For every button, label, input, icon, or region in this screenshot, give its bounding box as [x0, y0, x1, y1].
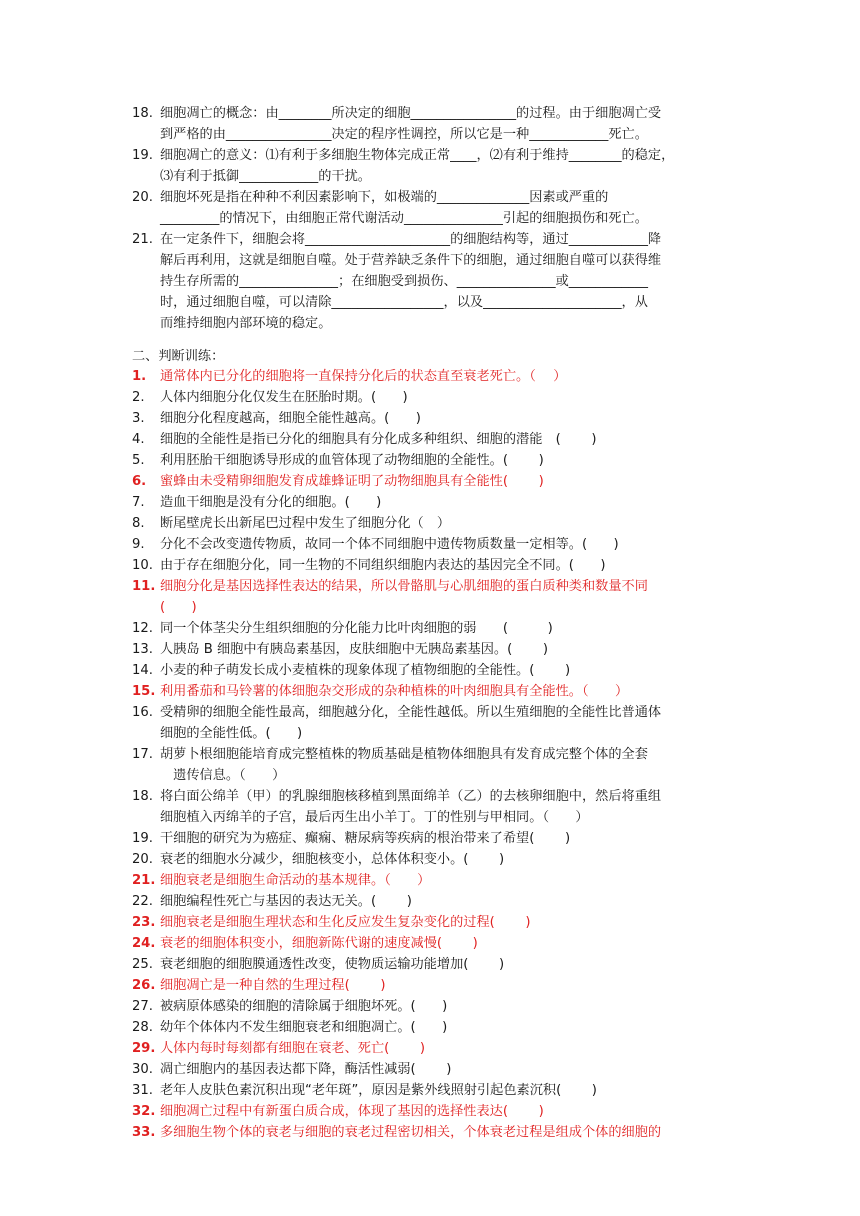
item-text-line: 细胞的全能性是指已分化的细胞具有分化成多种组织、细胞的潜能 ( ) [160, 432, 597, 447]
item-text-line: 受精卵的细胞全能性最高，细胞越分化，全能性越低。所以生殖细胞的全能性比普通体 [160, 705, 662, 720]
item-text-line: 分化不会改变遗传物质，故同一个体不同细胞中遗传物质数量一定相等。( ) [160, 537, 619, 552]
item-text-line: 细胞植入丙绵羊的子宫，最后丙生出小羊丁。丁的性别与甲相同。（ ） [160, 810, 589, 825]
item-text-line: _________的情况下，由细胞正常代谢活动_______________引起的细胞损伤和死亡。 [160, 211, 648, 226]
item-text-line: ( ) [160, 600, 197, 615]
judge-question-26 [132, 975, 737, 996]
item-number: 14. [132, 663, 153, 678]
judge-question-20 [132, 849, 737, 870]
item-text-line: 衰老的细胞水分减少，细胞核变小，总体体积变小。( ) [160, 852, 505, 867]
item-text-line: 利用胚胎干细胞诱导形成的血管体现了动物细胞的全能性。( ) [160, 453, 544, 468]
item-number: 22. [132, 894, 153, 909]
item-text-line: 断尾壁虎长出新尾巴过程中发生了细胞分化（ ） [160, 516, 451, 531]
item-number: 10. [132, 558, 153, 573]
judge-question-25 [132, 954, 737, 975]
judge-question-2 [132, 387, 737, 408]
item-number: 19. [132, 831, 153, 846]
item-text-line: 人胰岛 B 细胞中有胰岛素基因，皮肤细胞中无胰岛素基因。( ) [160, 642, 548, 657]
judge-question-16 [132, 702, 737, 744]
item-text-line: 衰老细胞的细胞膜通透性改变，使物质运输功能增加( ) [160, 957, 505, 972]
item-text-line: 到严格的由________________决定的程序性调控，所以它是一种____________死亡。 [160, 127, 648, 142]
item-text-line: 时，通过细胞自噬，可以清除_________________，以及_____________________，从 [160, 295, 648, 310]
item-text-line: 被病原体感染的细胞的清除属于细胞坏死。( ) [160, 999, 448, 1014]
judge-question-1 [132, 366, 737, 387]
item-number: 29. [132, 1041, 156, 1056]
item-text-line: 蜜蜂由未受精卵细胞发育成雄蜂证明了动物细胞具有全能性( ) [160, 474, 544, 489]
item-text-line: 细胞凋亡的意义：⑴有利于多细胞生物体完成正常____，⑵有利于维持________的稳定， [160, 148, 675, 163]
item-text-line: 通常体内已分化的细胞将一直保持分化后的状态直至衰老死亡。（ ） [160, 369, 567, 384]
judge-question-24 [132, 933, 737, 954]
judge-question-19 [132, 828, 737, 849]
item-number: 2. [132, 390, 145, 405]
item-number: 24. [132, 936, 156, 951]
item-text-line: 将白面公绵羊（甲）的乳腺细胞核移植到黑面绵羊（乙）的去核卵细胞中，然后将重组 [160, 789, 662, 804]
item-text-line: 由于存在细胞分化，同一生物的不同组织细胞内表达的基因完全不同。( ) [160, 558, 606, 573]
judge-question-28 [132, 1017, 737, 1038]
item-number: 21. [132, 232, 153, 247]
item-text-line: 细胞衰老是细胞生理状态和生化反应发生复杂变化的过程( ) [160, 915, 531, 930]
item-text-line: 胡萝卜根细胞能培育成完整植株的物质基础是植物体细胞具有发育成完整个体的全套 [160, 747, 648, 762]
judge-question-4 [132, 429, 737, 450]
item-number: 33. [132, 1125, 156, 1140]
judge-question-7 [132, 492, 737, 513]
item-text-line: 小麦的种子萌发长成小麦植株的现象体现了植物细胞的全能性。( ) [160, 663, 571, 678]
item-text-line: 衰老的细胞体积变小，细胞新陈代谢的速度减慢( ) [160, 936, 478, 951]
judge-question-5 [132, 450, 737, 471]
item-number: 8. [132, 516, 145, 531]
judge-question-3 [132, 408, 737, 429]
item-text-line: 幼年个体体内不发生细胞衰老和细胞凋亡。( ) [160, 1020, 448, 1035]
item-text-line: 细胞凋亡的概念：由________所决定的细胞________________的过程。由于细胞凋亡受 [160, 106, 662, 121]
item-text-line: 细胞坏死是指在种种不利因素影响下，如极端的______________因素或严重的 [160, 190, 609, 205]
judge-question-33 [132, 1122, 737, 1143]
fill-question-1 [132, 103, 737, 145]
item-number: 18. [132, 106, 153, 121]
item-number: 5. [132, 453, 145, 468]
item-number: 19. [132, 148, 153, 163]
item-number: 16. [132, 705, 153, 720]
item-number: 31. [132, 1083, 153, 1098]
item-text-line: 细胞分化程度越高，细胞全能性越高。( ) [160, 411, 421, 426]
item-number: 25. [132, 957, 153, 972]
judge-question-22 [132, 891, 737, 912]
item-number: 21. [132, 873, 156, 888]
item-text-line: 人体内每时每刻都有细胞在衰老、死亡( ) [160, 1041, 426, 1056]
item-text-line: 同一个体茎尖分生组织细胞的分化能力比叶肉细胞的弱 ( ) [160, 621, 553, 636]
item-number: 7. [132, 495, 145, 510]
item-text-line: 解后再利用，这就是细胞自噬。处于营养缺乏条件下的细胞，通过细胞自噬可以获得维 [160, 253, 662, 268]
judge-question-13 [132, 639, 737, 660]
item-number: 20. [132, 852, 153, 867]
item-text-line: 而维持细胞内部环境的稳定。 [160, 316, 332, 331]
judge-question-23 [132, 912, 737, 933]
item-number: 1. [132, 369, 147, 384]
item-number: 30. [132, 1062, 153, 1077]
item-number: 13. [132, 642, 153, 657]
item-number: 4. [132, 432, 145, 447]
judge-question-30 [132, 1059, 737, 1080]
judge-question-12 [132, 618, 737, 639]
item-number: 32. [132, 1104, 156, 1119]
judge-question-11 [132, 576, 737, 618]
judge-question-8 [132, 513, 737, 534]
judge-question-31 [132, 1080, 737, 1101]
item-number: 23. [132, 915, 156, 930]
judge-question-15 [132, 681, 737, 702]
fill-question-4 [132, 229, 737, 334]
judge-question-29 [132, 1038, 737, 1059]
item-number: 9. [132, 537, 145, 552]
item-text-line: 细胞衰老是细胞生命活动的基本规律。（ ） [160, 873, 431, 888]
fill-question-2 [132, 145, 737, 187]
item-number: 17. [132, 747, 153, 762]
judge-question-18 [132, 786, 737, 828]
judge-question-21 [132, 870, 737, 891]
item-text-line: 利用番茄和马铃薯的体细胞杂交形成的杂种植株的叶肉细胞具有全能性。（ ） [160, 684, 629, 699]
judge-question-17 [132, 744, 737, 786]
item-number: 26. [132, 978, 156, 993]
item-text-line: 人体内细胞分化仅发生在胚胎时期。( ) [160, 390, 408, 405]
judge-question-32 [132, 1101, 737, 1122]
item-text-line: 在一定条件下，细胞会将______________________的细胞结构等，通过____________降 [160, 232, 662, 247]
item-text-line: 遗传信息。（ ） [160, 768, 286, 783]
fill-question-3 [132, 187, 737, 229]
item-text-line: 持生存所需的_______________；在细胞受到损伤、_______________或____________ [160, 274, 648, 289]
item-text-line: 多细胞生物个体的衰老与细胞的衰老过程密切相关，个体衰老过程是组成个体的细胞的 [160, 1125, 662, 1140]
judge-question-10 [132, 555, 737, 576]
item-text-line: 老年人皮肤色素沉积出现“老年斑”，原因是紫外线照射引起色素沉积( ) [160, 1083, 597, 1098]
item-text-line: 细胞编程性死亡与基因的表达无关。( ) [160, 894, 412, 909]
item-number: 11. [132, 579, 156, 594]
item-text-line: 干细胞的研究为为癌症、癫痫、糖尿病等疾病的根治带来了希望( ) [160, 831, 571, 846]
item-text-line: 细胞的全能性低。( ) [160, 726, 303, 741]
item-number: 6. [132, 474, 147, 489]
item-number: 27. [132, 999, 153, 1014]
section-title: 二、判断训练： [132, 349, 225, 364]
item-number: 15. [132, 684, 156, 699]
item-text-line: 造血干细胞是没有分化的细胞。( ) [160, 495, 382, 510]
item-text-line: ⑶有利于抵御____________的干扰。 [160, 169, 371, 184]
item-number: 20. [132, 190, 153, 205]
judge-question-27 [132, 996, 737, 1017]
judge-question-6 [132, 471, 737, 492]
judge-question-9 [132, 534, 737, 555]
item-text-line: 细胞分化是基因选择性表达的结果，所以骨骼肌与心肌细胞的蛋白质种类和数量不同 [160, 579, 648, 594]
item-number: 3. [132, 411, 145, 426]
judge-question-14 [132, 660, 737, 681]
item-text-line: 凋亡细胞内的基因表达都下降，酶活性减弱( ) [160, 1062, 452, 1077]
item-number: 18. [132, 789, 153, 804]
item-number: 28. [132, 1020, 153, 1035]
item-number: 12. [132, 621, 153, 636]
item-text-line: 细胞凋亡是一种自然的生理过程( ) [160, 978, 386, 993]
item-text-line: 细胞凋亡过程中有新蛋白质合成，体现了基因的选择性表达( ) [160, 1104, 544, 1119]
